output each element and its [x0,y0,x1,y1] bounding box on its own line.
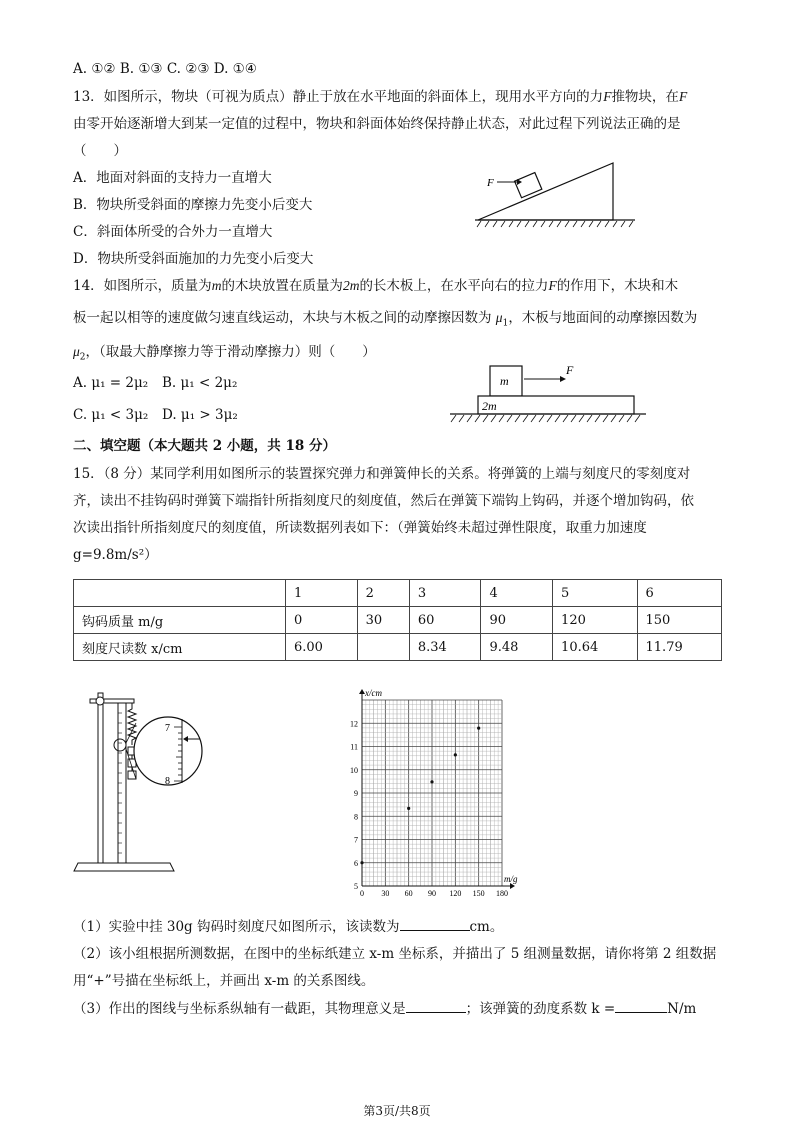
q14-text-f: ，木板与地面间的动摩擦因数为 [508,310,698,326]
stand-pole [98,693,103,863]
y-tick-label: 7 [354,835,358,845]
q15-sub3 [73,1000,696,1018]
table-cell: 0 [286,607,358,634]
block-on-incline [515,173,542,198]
q13-stem-text-b: 推物块，在 [611,89,679,105]
q15-sub2-line2: 用“+”号描在坐标纸上，并画出 x-m 的关系图线。 [73,973,375,989]
q14-line1 [73,277,678,295]
q14-text-a: 14．如图所示，质量为 [73,278,212,294]
table-row-reading [74,634,722,661]
table-cell: 30 [357,607,409,634]
q13-stem-text: 13．如图所示，物块（可视为质点）静止于放在水平地面的斜面体上，现用水平方向的力 [73,89,604,105]
q13-option-a: A．地面对斜面的支持力一直增大 [73,170,272,186]
x-tick-label: 150 [472,889,485,898]
table-cell: 6.00 [286,634,358,661]
data-point [430,780,433,783]
q14-text-d: 的作用下，木块和木 [556,278,679,294]
page-footer: 第3页/共8页 [363,1104,431,1118]
table-row-header [74,580,722,607]
q14-option-c: C. μ₁ < 3μ₂ [73,407,149,423]
q15-sub1-text: （1）实验中挂 30g 钩码时刻度尺如图所示，该读数为 [73,919,400,935]
q15-line2: 齐，读出不挂钩码时弹簧下端指针所指刻度尺的刻度值，然后在弹簧下端钩上钩码，并逐个增加钩码，依 [73,493,694,509]
answer-blank-3[interactable] [615,1000,667,1013]
spring [128,703,136,745]
long-board [478,396,634,414]
data-point [360,861,363,864]
table-cell: 150 [637,607,721,634]
data-table [73,579,722,661]
board-figure [448,360,648,426]
q14-var-m: m [211,278,222,293]
y-tick-label: 5 [354,882,358,891]
x-tick-label: 30 [381,889,390,898]
x-tick-label: 120 [449,889,462,898]
q15-sub3-text: （3）作出的图线与坐标系纵轴有一截距，其物理意义是 [73,1001,406,1017]
x-tick-label: 60 [404,889,413,898]
table-cell: 6 [637,580,721,607]
q14-text-b: 的木块放置在质量为 [221,278,343,294]
long-board-label: 2m [482,399,497,413]
answer-blank-2[interactable] [406,1000,466,1013]
y-tick-label: 10 [350,765,358,775]
q15-sub1-unit: cm。 [469,919,504,935]
q14-text-e: 板一起以相等的速度做匀速直线运动，木块与木板之间的动摩擦因数为 [73,310,492,326]
y-tick-label: 9 [354,789,358,798]
ground-hatch [477,221,633,227]
q14-option-d: D. μ₁ > 3μ₂ [162,407,238,423]
q14-line2 [73,309,697,333]
q13-option-d: D．物块所受斜面施加的力先变小后变大 [73,251,314,267]
table-cell: 1 [286,580,358,607]
table-cell: 刻度尺读数 x/cm [74,634,286,661]
q13-paren: （ ） [73,143,127,159]
q15-line3: 次读出指针所指刻度尺的刻度值，所读数据列表如下：（弹簧始终未超过弹性限度，取重力加速度 [73,520,647,536]
data-point [477,727,480,730]
q14-option-a: A. μ₁ = 2μ₂ [73,375,149,391]
q15-sub3-text-b: ；该弹簧的劲度系数 k = [465,1001,616,1017]
answer-blank-1[interactable] [400,918,470,931]
table-cell: 10.64 [553,634,637,661]
q15-sub2-line1: （2）该小组根据所测数据，在图中的坐标纸建立 x-m 坐标系，并描出了 5 组测量数据，请你将第 2 组数据 [73,946,717,962]
q13-stem-line1 [73,88,687,106]
q13-var-f: F [603,89,612,104]
table-cell: 9.48 [481,634,553,661]
chart-grid [362,700,502,886]
ruler-label-7: 7 [165,723,170,734]
y-tick-label: 6 [354,858,358,868]
table-row-mass [74,607,722,634]
q14-var-2m: 2m [342,278,360,293]
section2-heading: 二、填空题（本大题共 2 小题，共 18 分） [73,438,336,454]
y-tick-label: 12 [350,719,358,729]
small-block-label: m [500,374,509,388]
floor-hatch [451,415,640,422]
q12-options: A. ①② B. ①③ C. ②③ D. ①④ [73,61,257,77]
table-cell: 8.34 [409,634,481,661]
stand-base [74,863,174,871]
q15-line1: 15．（8 分）某同学利用如图所示的装置探究弹力和弹簧伸长的关系。将弹簧的上端与刻度尺的零刻度对 [73,466,691,482]
table-cell: 60 [409,607,481,634]
q14-mu1: μ [495,310,503,325]
y-tick-label: 11 [350,742,358,752]
table-cell: 3 [409,580,481,607]
incline-triangle [478,163,613,220]
q15-sub3-unit: N/m [667,1001,697,1017]
table-cell: 90 [481,607,553,634]
ruler-label-8: 8 [165,776,170,787]
q14-var-f: F [548,278,557,293]
table-cell: 4 [481,580,553,607]
table-cell: 11.79 [637,634,721,661]
table-cell: 120 [553,607,637,634]
q15-line4: g=9.8m/s²） [73,547,158,563]
clamp-knob [96,697,104,705]
q14-mu1-sub: 1 [502,318,509,329]
q13-option-b: B．物块所受斜面的摩擦力先变小后变大 [73,197,313,213]
chart-axes [359,689,515,889]
x-tick-label: 180 [496,889,508,898]
chart-xlabel: m/g [504,874,518,884]
spring-apparatus-figure [70,683,215,879]
table-cell: 5 [553,580,637,607]
chart-ylabel: x/cm [365,688,382,698]
table-cell: 2 [357,580,409,607]
q13-var-f-2: F [678,89,688,104]
q14-mu2-sub: 2 [79,352,86,363]
q13-stem-line2: 由零开始逐渐增大到某一定值的过程中，物块和斜面体始终保持静止状态，对此过程下列说法正确的是 [73,116,681,132]
pull-force-label: F [566,363,574,377]
q14-line3 [73,343,376,367]
y-tick-label: 8 [354,812,358,822]
force-label: F [487,177,494,189]
q14-text-c: 的长木板上，在水平向右的拉力 [359,278,549,294]
q13-option-c: C．斜面体所受的合外力一直增大 [73,224,273,240]
table-cell: 钩码质量 m/g [74,607,286,634]
q15-sub1 [73,918,503,936]
incline-figure [475,158,640,233]
data-point [454,753,457,756]
xm-chart [340,688,530,906]
q14-text-g: ，（取最大静摩擦力等于滑动摩擦力）则（ ） [85,344,376,360]
x-tick-label: 0 [360,889,364,898]
x-tick-label: 90 [428,889,436,898]
q14-option-b: B. μ₁ < 2μ₂ [162,375,238,391]
table-cell [74,580,286,607]
q14-mu2: μ [73,344,80,359]
table-cell [357,634,409,661]
data-point [407,807,410,810]
